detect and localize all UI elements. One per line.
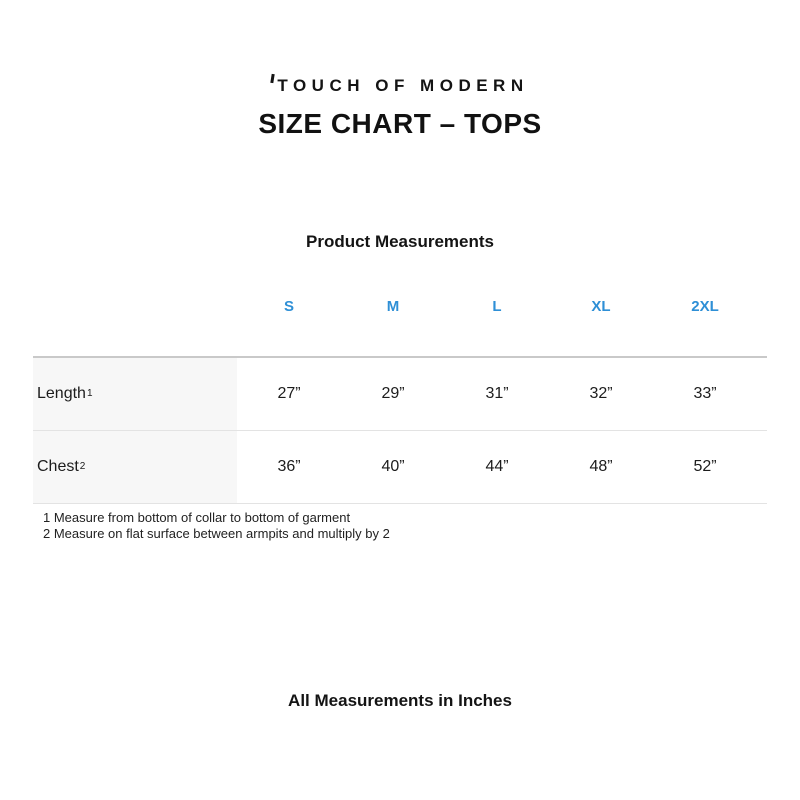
page-title: SIZE CHART – TOPS xyxy=(258,108,542,139)
footnotes xyxy=(43,510,390,541)
table-cell: 36” xyxy=(277,458,301,475)
row-label-chest: Chest 2 xyxy=(33,431,237,503)
table-cell: 31” xyxy=(485,385,509,402)
size-col-header-l: L xyxy=(492,298,502,315)
section-title: Product Measurements xyxy=(306,232,494,251)
table-cell: 44” xyxy=(485,458,509,475)
table-cell: 40” xyxy=(381,458,405,475)
measurements-table xyxy=(33,356,767,504)
size-col-header-2xl: 2XL xyxy=(691,298,719,315)
table-row-chest xyxy=(33,431,767,504)
row-label-text: Length xyxy=(37,385,86,402)
footnote-2: 2 Measure on flat surface between armpits and multiply by 2 xyxy=(43,525,390,541)
table-row-length xyxy=(33,358,767,431)
brand-logo xyxy=(0,74,800,96)
size-col-header-xl: XL xyxy=(591,298,611,315)
table-cell: 27” xyxy=(277,385,301,402)
footer-note: All Measurements in Inches xyxy=(288,691,512,710)
table-cell: 32” xyxy=(589,385,613,402)
row-label-text: Chest xyxy=(37,458,79,475)
size-header-row xyxy=(33,298,767,315)
table-cell: 29” xyxy=(381,385,405,402)
table-cell: 48” xyxy=(589,458,613,475)
brand-logo-text: TOUCH OF MODERN xyxy=(277,76,529,95)
size-header-spacer xyxy=(33,298,237,315)
row-label-length: Length 1 xyxy=(33,358,237,430)
footnote-1: 1 Measure from bottom of collar to bottom of garment xyxy=(43,510,351,525)
size-col-header-s: S xyxy=(283,298,294,315)
table-cell: 33” xyxy=(693,385,717,402)
table-cell: 52” xyxy=(693,458,717,475)
logo-mark-icon xyxy=(271,74,275,83)
size-col-header-m: M xyxy=(386,298,400,315)
